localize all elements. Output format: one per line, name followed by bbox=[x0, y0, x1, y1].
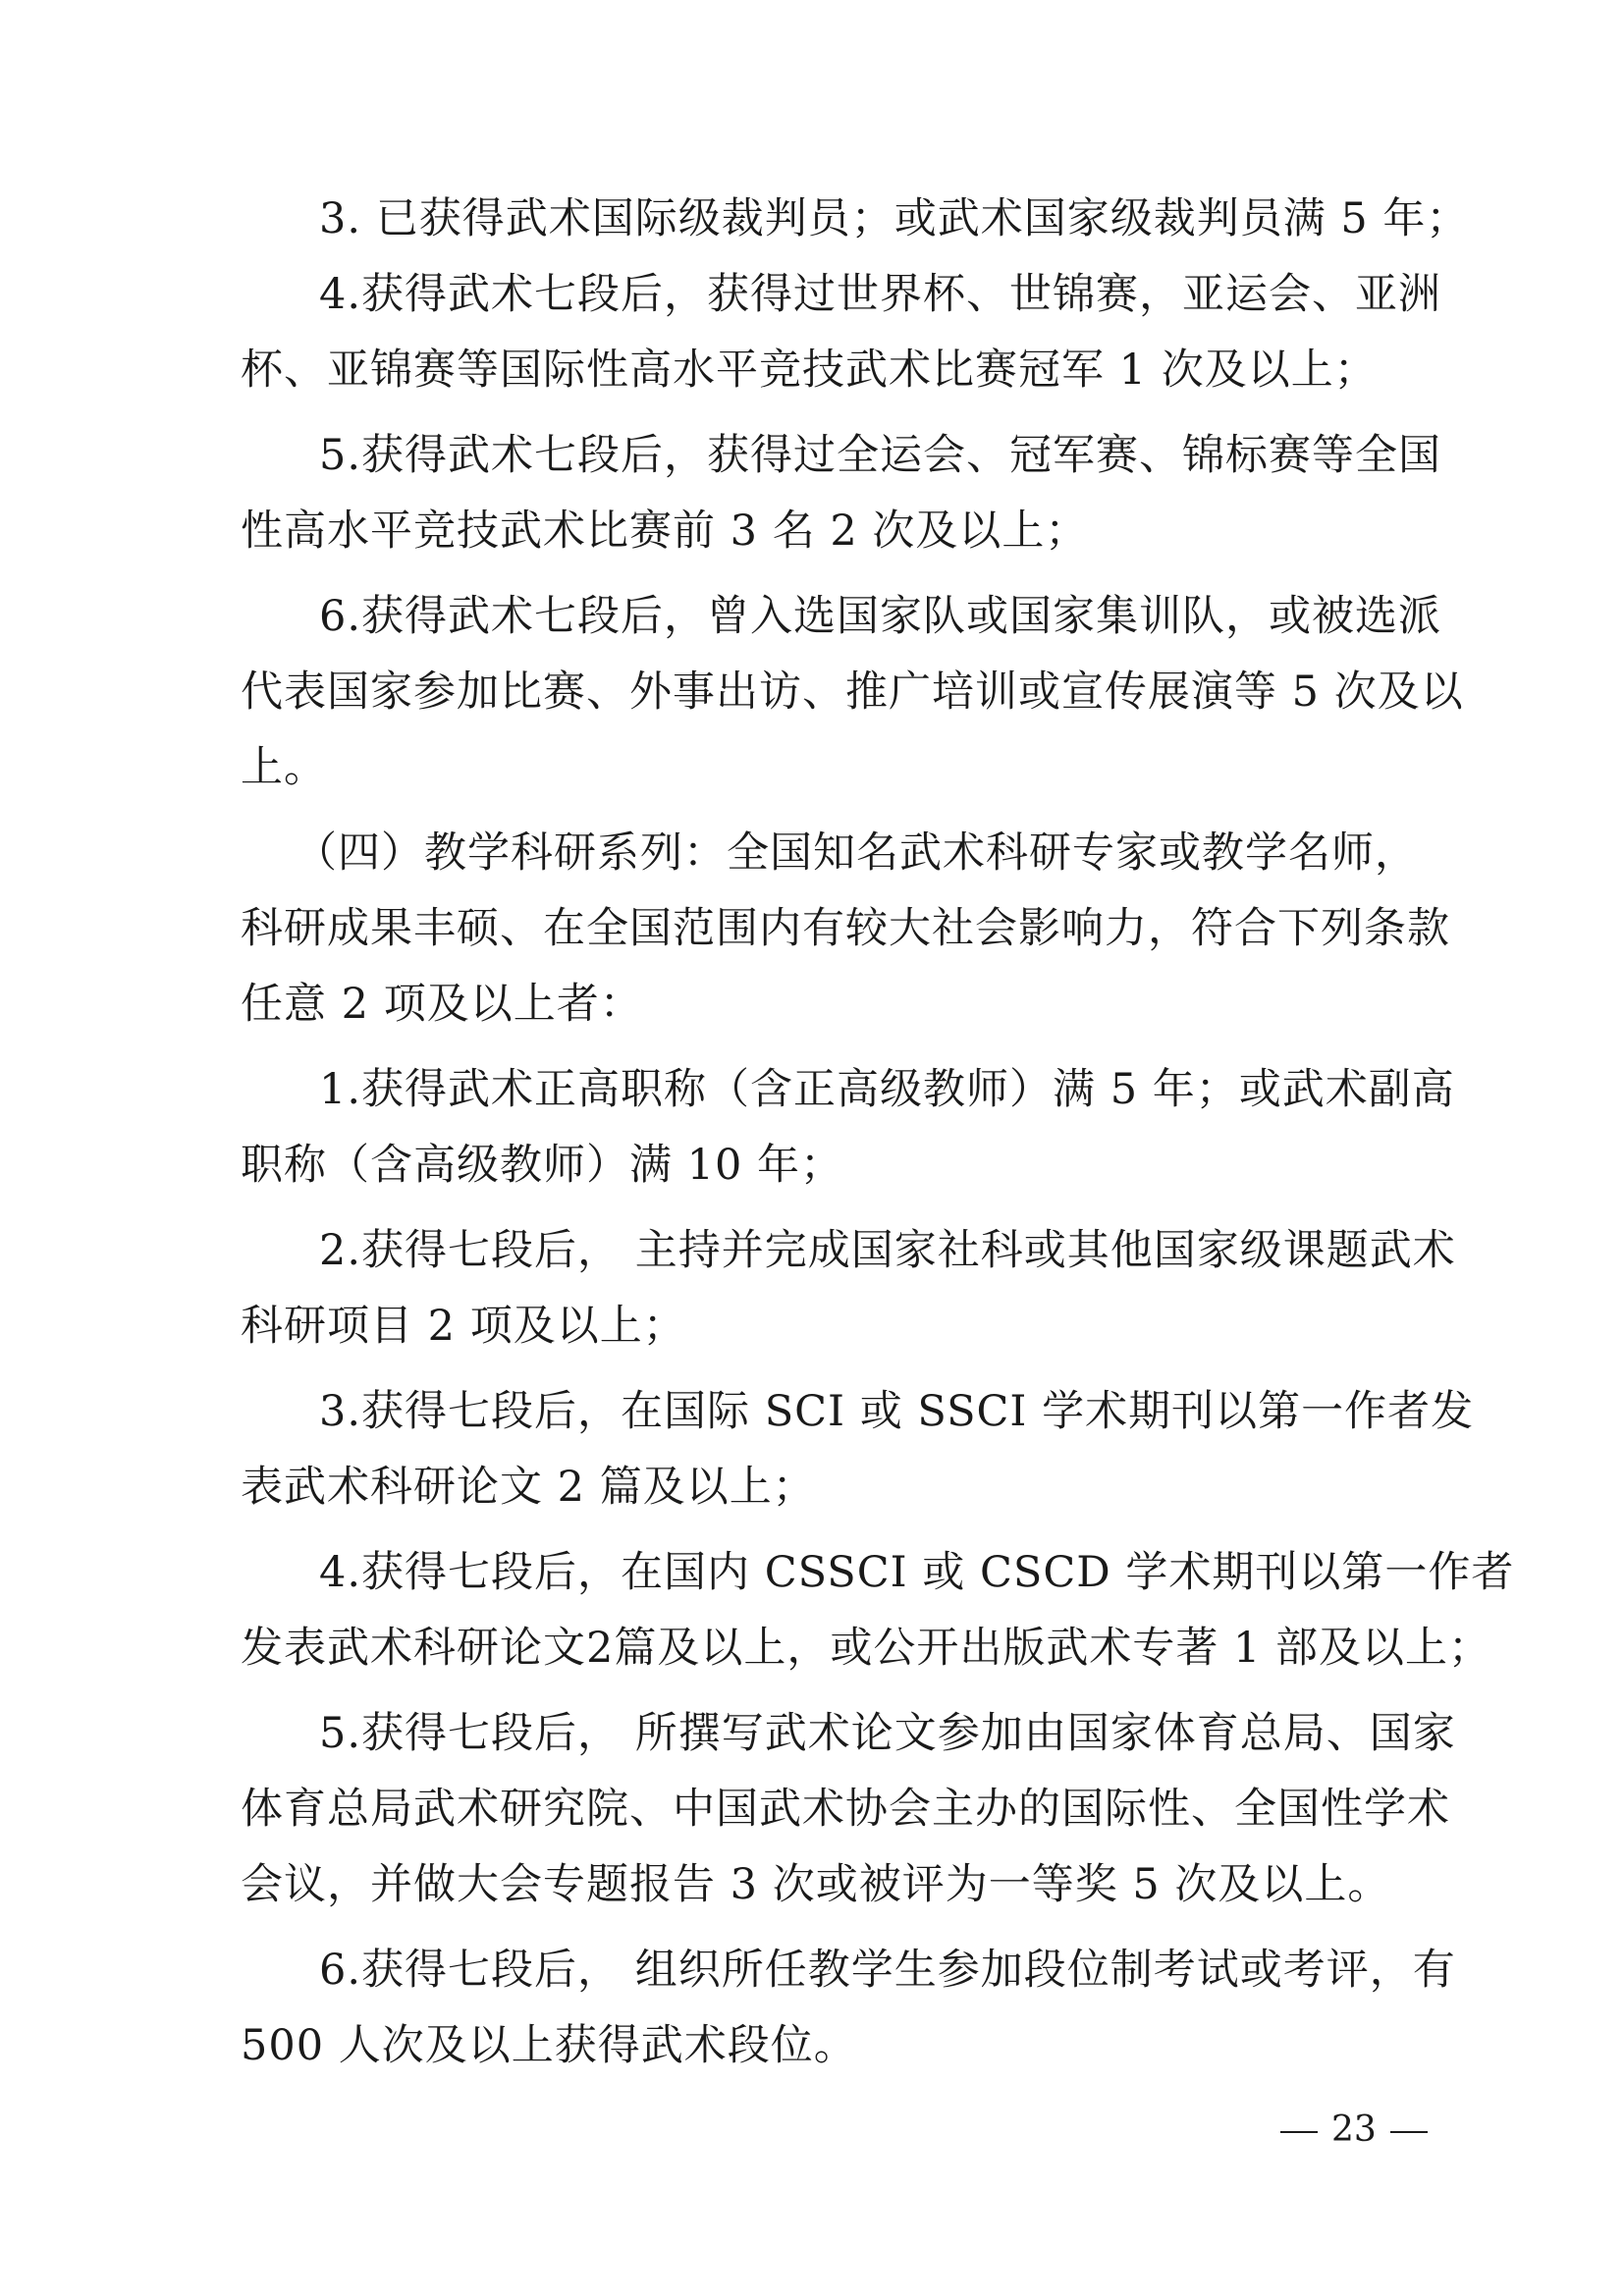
page-number-value: 23 bbox=[1331, 2109, 1377, 2150]
text-line: 科研项目 2 项及以上； bbox=[241, 1302, 686, 1351]
text-line: 杯、亚锦赛等国际性高水平竞技武术比赛冠军 1 次及以上； bbox=[241, 346, 1378, 395]
text-line: 3. 已获得武术国际级裁判员；或武术国家级裁判员满 5 年； bbox=[319, 194, 1470, 243]
text-line: 5.获得七段后， 所撰写武术论文参加由国家体育总局、国家 bbox=[319, 1709, 1456, 1758]
text-line: 代表国家参加比赛、外事出访、推广培训或宣传展演等 5 次及以 bbox=[241, 667, 1464, 717]
text-line: 性高水平竞技武术比赛前 3 名 2 次及以上； bbox=[241, 507, 1089, 556]
text-line: 3.获得七段后，在国际 SCI 或 SSCI 学术期刊以第一作者发 bbox=[319, 1387, 1475, 1436]
text-line: 体育总局武术研究院、中国武术协会主办的国际性、全国性学术 bbox=[241, 1785, 1450, 1834]
text-line: 发表武术科研论文2篇及以上，或公开出版武术专著 1 部及以上； bbox=[241, 1624, 1492, 1673]
text-line: 4.获得七段后，在国内 CSSCI 或 CSCD 学术期刊以第一作者 bbox=[319, 1548, 1515, 1597]
section-heading: （四）教学科研系列：全国知名武术科研专家或教学名师， bbox=[295, 828, 1418, 878]
dash-left bbox=[1280, 2131, 1318, 2133]
text-line: 6.获得武术七段后，曾入选国家队或国家集训队，或被选派 bbox=[319, 592, 1442, 641]
dash-right bbox=[1390, 2131, 1428, 2133]
page-number bbox=[1267, 2101, 1441, 2160]
text-line: 6.获得七段后， 组织所任教学生参加段位制考试或考评，有 bbox=[319, 1946, 1456, 1995]
text-line: 2.获得七段后， 主持并完成国家社科或其他国家级课题武术 bbox=[319, 1226, 1456, 1275]
text-line: 科研成果丰硕、在全国范围内有较大社会影响力，符合下列条款 bbox=[241, 904, 1450, 953]
text-line: 职称（含高级教师）满 10 年； bbox=[241, 1141, 844, 1190]
text-line: 1.获得武术正高职称（含正高级教师）满 5 年；或武术副高 bbox=[319, 1065, 1455, 1114]
text-line: 上。 bbox=[241, 743, 327, 792]
text-line: 5.获得武术七段后，获得过全运会、冠军赛、锦标赛等全国 bbox=[319, 431, 1442, 480]
text-line: 表武术科研论文 2 篇及以上； bbox=[241, 1463, 816, 1512]
text-line: 4.获得武术七段后，获得过世界杯、世锦赛，亚运会、亚洲 bbox=[319, 270, 1442, 319]
text-line: 会议，并做大会专题报告 3 次或被评为一等奖 5 次及以上。 bbox=[241, 1860, 1391, 1909]
text-line: 任意 2 项及以上者： bbox=[241, 980, 643, 1029]
text-line: 500 人次及以上获得武术段位。 bbox=[241, 2021, 857, 2070]
